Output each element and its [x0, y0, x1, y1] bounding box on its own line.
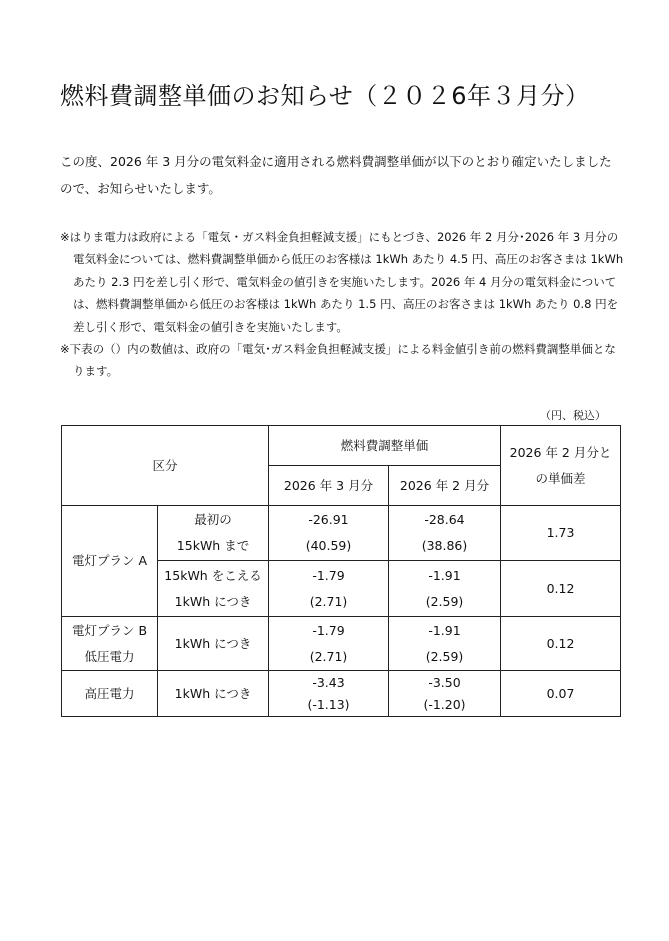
march-value: -1.79 (2.71)	[269, 561, 389, 617]
unit-label: （円、税込）	[540, 409, 606, 422]
tier: 1kWh につき	[158, 617, 269, 671]
intro-text: この度、2026 年 3 月分の電気料金に適用される燃料費調整単価が以下のとおり確定いたしましたので、お知らせいたします。	[60, 154, 612, 196]
fuel-cost-table	[61, 425, 621, 717]
february-value: -1.91 (2.59)	[389, 561, 501, 617]
table-row	[62, 671, 621, 717]
plan-a: 電灯プラン A	[62, 506, 158, 617]
plan-b-low-voltage: 電灯プラン B 低圧電力	[62, 617, 158, 671]
header-march: 2026 年 3 月分	[269, 466, 389, 506]
march-value: -1.79 (2.71)	[269, 617, 389, 671]
page-title: 燃料費調整単価のお知らせ（２０２6年３月分）	[60, 82, 590, 110]
february-value: -3.50 (-1.20)	[389, 671, 501, 717]
february-value: -28.64 (38.86)	[389, 506, 501, 561]
diff-value: 0.12	[501, 617, 621, 671]
march-value: -3.43 (-1.13)	[269, 671, 389, 717]
note-parentheses: ※下表の（）内の数値は、政府の「電気･ガス料金負担軽減支援」による料金値引き前の燃料費調整単価となります。	[60, 342, 616, 379]
high-voltage: 高圧電力	[62, 671, 158, 717]
table-row	[62, 617, 621, 671]
header-unit-price: 燃料費調整単価	[269, 426, 501, 466]
diff-value: 0.12	[501, 561, 621, 617]
note-discount: ※はりま電力は政府による「電気・ガス料金負担軽減支援」にもとづき、2026 年 2 月分･2026 年 3 月分の電気料金については、燃料費調整単価から低圧のお客様は 1kWh あたり 4.5 円、高圧のお客さまは 1kWh あたり 2.3 円を差し引く形で、電気料金の値引きを実施いたします。2026 年 4 月分の電気料金については、燃料費調整単価から低圧のお客様は 1kWh あたり 1.5 円、高圧のお客さまは 1kWh あたり 0.8 円を差し引く形で、電気料金の値引きを実施いたします。	[60, 230, 624, 334]
header-diff: 2026 年 2 月分と の単価差	[501, 426, 621, 506]
tier: 最初の 15kWh まで	[158, 506, 269, 561]
march-value: -26.91 (40.59)	[269, 506, 389, 561]
tier: 1kWh につき	[158, 671, 269, 717]
header-category: 区分	[62, 426, 269, 506]
notes	[60, 226, 625, 383]
table-row	[62, 506, 621, 561]
tier: 15kWh をこえる 1kWh につき	[158, 561, 269, 617]
diff-value: 1.73	[501, 506, 621, 561]
february-value: -1.91 (2.59)	[389, 617, 501, 671]
diff-value: 0.07	[501, 671, 621, 717]
header-february: 2026 年 2 月分	[389, 466, 501, 506]
